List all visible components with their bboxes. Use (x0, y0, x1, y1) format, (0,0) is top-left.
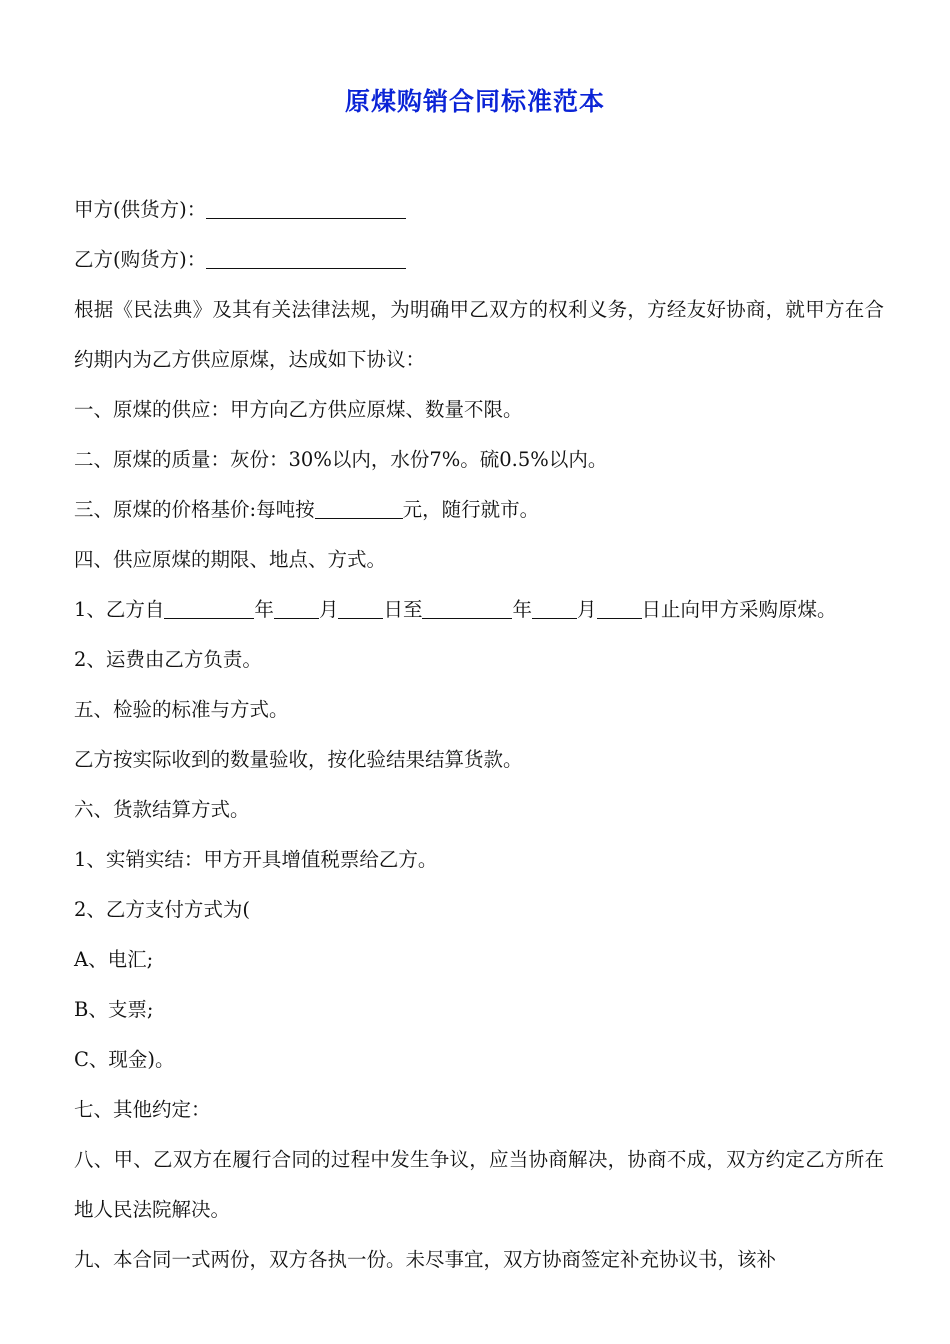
party-a-label: 甲方(供货方)： (74, 198, 207, 221)
c4-1-year-2: 年 (512, 598, 532, 621)
clause-4: 四、供应原煤的期限、地点、方式。 (74, 548, 387, 571)
party-b-line (74, 235, 884, 285)
clause-4-2: 2、运费由乙方负责。 (74, 648, 262, 671)
c4-1-month: 月 (318, 598, 339, 621)
clause-2: 二、原煤的质量：灰份：30%以内，水份7%。硫0.5%以内。 (74, 448, 608, 471)
end-month-blank (532, 599, 577, 620)
clause-6: 六、货款结算方式。 (74, 798, 250, 821)
clause-6-2: 2、乙方支付方式为( (74, 898, 251, 921)
payment-option-c: C、现金)。 (74, 1048, 175, 1071)
payment-option-b: B、支票; (74, 998, 154, 1021)
party-b-label: 乙方(购货方)： (74, 248, 207, 271)
clause-3-pre: 三、原煤的价格基价:每吨按 (74, 498, 315, 521)
payment-option-a: A、电汇; (74, 948, 154, 971)
start-month-blank (274, 599, 319, 620)
clause-1: 一、原煤的供应：甲方向乙方供应原煤、数量不限。 (74, 398, 523, 421)
party-a-blank (206, 199, 406, 220)
c4-1-month-2: 月 (576, 598, 597, 621)
end-year-blank (422, 599, 512, 620)
clause-5: 五、检验的标准与方式。 (74, 698, 289, 721)
party-a-line (74, 185, 884, 235)
c4-1-start: 1、乙方自 (74, 598, 165, 621)
clause-3-post: 元，随行就市。 (402, 498, 540, 521)
clause-6-1: 1、实销实结：甲方开具增值税票给乙方。 (74, 848, 438, 871)
clause-4-1 (74, 585, 884, 635)
end-day-blank (597, 599, 642, 620)
clause-9: 九、本合同一式两份，双方各执一份。未尽事宜，双方协商签定补充协议书，该补 (74, 1248, 777, 1271)
document-title: 原煤购销合同标准范本 (344, 87, 605, 116)
party-b-blank (206, 249, 406, 270)
start-day-blank (338, 599, 383, 620)
intro-paragraph: 根据《民法典》及其有关法律法规，为明确甲乙双方的权利义务，方经友好协商，就甲方在合约期内为乙方供应原煤，达成如下协议： (74, 298, 884, 371)
clause-8: 八、甲、乙双方在履行合同的过程中发生争议，应当协商解决，协商不成，双方约定乙方所在地人民法院解决。 (74, 1148, 884, 1221)
clause-3 (74, 485, 884, 535)
clause-7: 七、其他约定： (74, 1098, 211, 1121)
price-blank (315, 499, 403, 520)
c4-1-year: 年 (254, 598, 274, 621)
clause-5-text: 乙方按实际收到的数量验收，按化验结果结算货款。 (74, 748, 523, 771)
document-body (74, 185, 884, 1285)
c4-1-day-to: 日至 (383, 598, 423, 621)
c4-1-end: 日止向甲方采购原煤。 (641, 598, 837, 621)
start-year-blank (164, 599, 254, 620)
